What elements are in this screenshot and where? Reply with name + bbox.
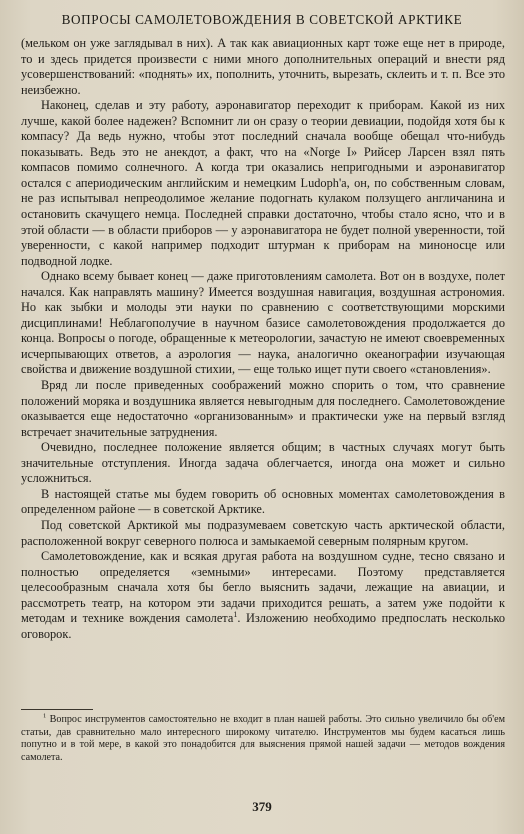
footnote-reference[interactable]: 1	[233, 610, 238, 620]
paragraph: (мельком он уже заглядывал в них). А так как авиационных карт тоже еще нет в природе, то и здесь придется произвести с ними много дополнительных операций и внести ряд усовершенствований: «поднять» их, пополнить, уточнить, вырезать, склеить и т. п. Все это неизбежно.	[21, 36, 505, 97]
paragraph: Самолетовождение, как и всякая другая работа на воздушном судне, тесно связано и полностью определяется «земными» интересами. Поэтому представляется целесообразным сначала хотя бы бегло выяснить задачи, лежащие на авиации, и рассмотреть театр, на котором эти задачи приходится решать, а затем уже подойти к методам и технике вождения самолета$^1$. Изложению необходимо предпослать несколько оговорок.	[21, 549, 506, 641]
paragraph: Под советской Арктикой мы подразумеваем советскую часть арктической области, расположенной вокруг северного полюса и замыкаемой северным полярным кругом.	[21, 517, 505, 548]
paragraph-text: Изложению необходимо предпослать несколько оговорок.	[21, 611, 506, 641]
footnote-marker: 1	[43, 712, 47, 720]
paragraph: Вряд ли после приведенных соображений можно спорить о том, что сравнение положений моряка и воздушника является невыгодным для последнего. Самолетовождение оказывается еще недостаточно «организованным» и практически уже на первый взгляд встречает значительные затруднения.	[21, 378, 505, 439]
footnote-text: Вопрос инструментов самостоятельно не входит в план нашей работы. Это сильно увеличило бы об'ем статьи, дав сравнительно мало интересного широкому читателю. Инструментов мы будем касаться лишь попутно и в той мере, в какой это понадобится для выяснения прямой нашей задачи — методов вождения самолета.	[21, 714, 506, 763]
paragraph: Однако всему бывает конец — даже приготовлениям самолета. Вот он в воздухе, полет начался. Как направлять машину? Имеется воздушная навигация, воздушная астрономия. Но как зыбки и молоды эти науки по сравнению с соответствующими морскими дисциплинами! Неблагополучие в научном базисе самолетовождения продолжается до конца. Вопросы о погоде, обращенные к метеорологии, зачастую не имеют своевременных исчерпывающих ответов, а аэрология — наука, аналогично океанографии изучающая свойства и движение воздушной стихии, — еще только ищет пути своего «становления».	[21, 269, 505, 377]
footnote-divider	[21, 709, 93, 710]
main-text	[21, 36, 505, 642]
paragraph: В настоящей статье мы будем говорить об основных моментах самолетовождения в определенном районе — в советской Арктике.	[21, 486, 505, 517]
paragraph-text: Самолетовождение, как и всякая другая работа на воздушном судне, тесно связано и полностью определяется «земными» интересами. Поэтому представляется целесообразным сначала хотя бы бегло выяснить задачи, лежащие на авиации, и рассмотреть театр, на котором эти задачи приходится решать, а затем уже подойти к методам и технике вождения самолета	[21, 549, 505, 626]
paragraph: Наконец, сделав и эту работу, аэронавигатор переходит к приборам. Какой из них лучше, какой более надежен? Вспомнит ли он сразу о теории девиации, подойдя хотя бы к компасу? Да ведь нужно, чтобы этот последний сначала вообще обещал что-нибудь показывать. Ведь это не анекдот, а факт, что на «Norge I» Рийсер Ларсен взял пять компасов помимо солнечного. А когда три оказались непригодными и аэронавигатор остался с апериодическим английским и немецким Ludoph'а, он, по собственным словам, не раз испытывал непреодолимое желание подогнать кулаком ползущего англичанина и остановить скачущего немца. Последней справки достаточно, чтобы стало ясно, что и в этой области — в области приборов — у аэронавигатора не будет полной уверенности, той уверенности, с какой например подходит штурман к приборам на миноносце или подводной лодке.	[21, 98, 505, 268]
running-header: ВОПРОСЫ САМОЛЕТОВОЖДЕНИЯ В СОВЕТСКОЙ АРКТИКЕ	[61, 12, 463, 27]
page-number: 379	[252, 799, 272, 814]
footnote-paragraph	[21, 714, 505, 764]
footnote	[21, 714, 505, 764]
paragraph: Очевидно, последнее положение является общим; в частных случаях могут быть значительные отступления. Иногда задача облегчается, иногда она может и сильно усложниться.	[21, 440, 505, 486]
